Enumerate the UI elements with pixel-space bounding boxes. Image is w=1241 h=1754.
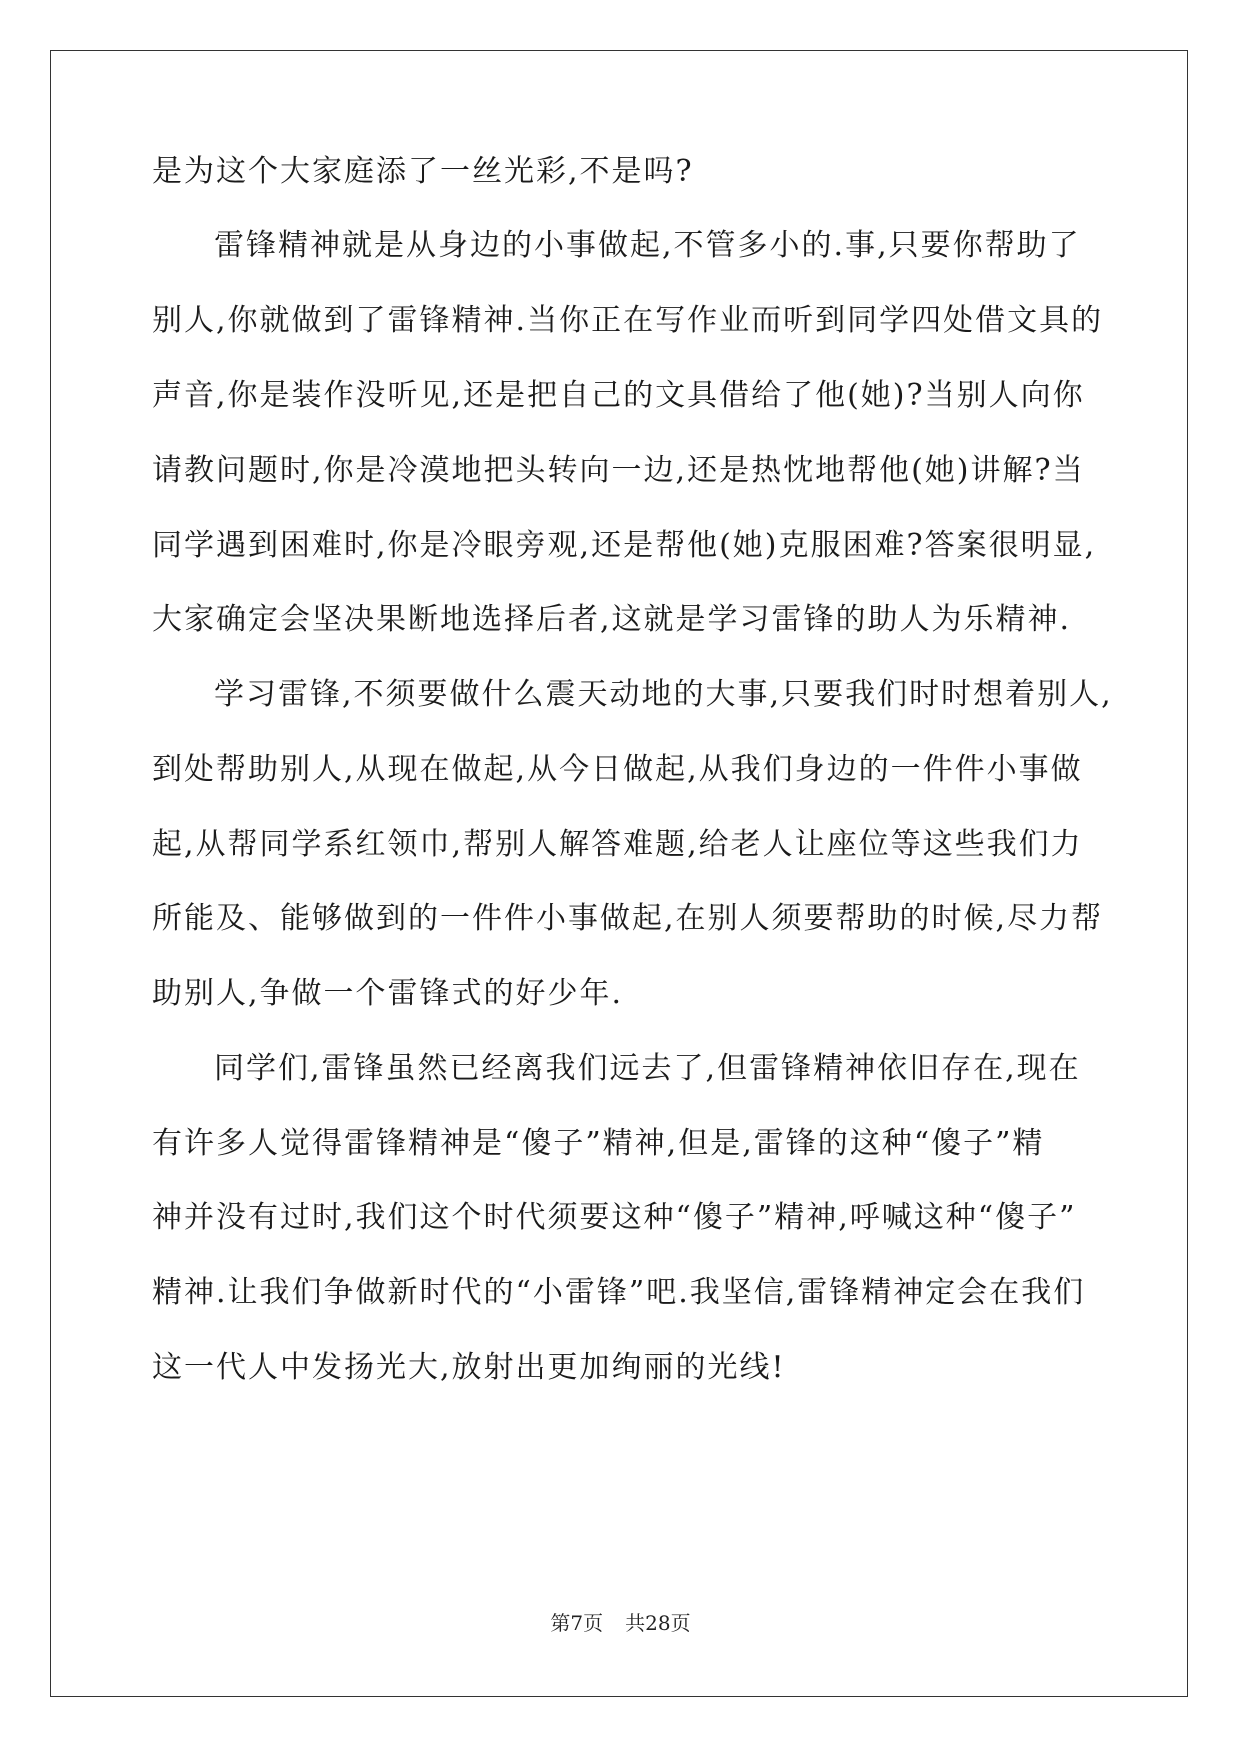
text-line: 同学遇到困难时,你是冷眼旁观,还是帮他(她)克服困难?答案很明显, bbox=[152, 528, 1097, 563]
text-line: 声音,你是装作没听见,还是把自己的文具借给了他(她)?当别人向你 bbox=[152, 378, 1085, 413]
page-border bbox=[50, 50, 1188, 1697]
text-line: 助别人,争做一个雷锋式的好少年. bbox=[152, 976, 624, 1011]
paragraph-first-line: 同学们,雷锋虽然已经离我们远去了,但雷锋精神依旧存在,现在 bbox=[214, 1051, 1081, 1086]
text-line: 到处帮助别人,从现在做起,从今日做起,从我们身边的一件件小事做 bbox=[152, 752, 1083, 787]
page-total: 共28页 bbox=[625, 1611, 691, 1635]
text-line: 所能及、能够做到的一件件小事做起,在别人须要帮助的时候,尽力帮 bbox=[152, 901, 1104, 936]
text-line: 神并没有过时,我们这个时代须要这种“傻子”精神,呼喊这种“傻子” bbox=[152, 1200, 1077, 1235]
text-line: 大家确定会坚决果断地选择后者,这就是学习雷锋的助人为乐精神. bbox=[152, 602, 1072, 637]
page-footer bbox=[0, 1611, 1241, 1635]
paragraph-first-line: 雷锋精神就是从身边的小事做起,不管多小的.事,只要你帮助了 bbox=[214, 228, 1081, 263]
text-line: 是为这个大家庭添了一丝光彩,不是吗? bbox=[152, 154, 694, 189]
paragraph-first-line: 学习雷锋,不须要做什么震天动地的大事,只要我们时时想着别人, bbox=[214, 677, 1113, 712]
text-line: 别人,你就做到了雷锋精神.当你正在写作业而听到同学四处借文具的 bbox=[152, 303, 1104, 338]
page-number: 第7页 bbox=[550, 1611, 604, 1635]
text-line: 请教问题时,你是冷漠地把头转向一边,还是热忱地帮他(她)讲解?当 bbox=[152, 453, 1085, 488]
text-line: 精神.让我们争做新时代的“小雷锋”吧.我坚信,雷锋精神定会在我们 bbox=[152, 1275, 1086, 1310]
text-line: 有许多人觉得雷锋精神是“傻子”精神,但是,雷锋的这种“傻子”精 bbox=[152, 1126, 1045, 1161]
text-line: 这一代人中发扬光大,放射出更加绚丽的光线! bbox=[152, 1350, 786, 1385]
text-line: 起,从帮同学系红领巾,帮别人解答难题,给老人让座位等这些我们力 bbox=[152, 827, 1083, 862]
